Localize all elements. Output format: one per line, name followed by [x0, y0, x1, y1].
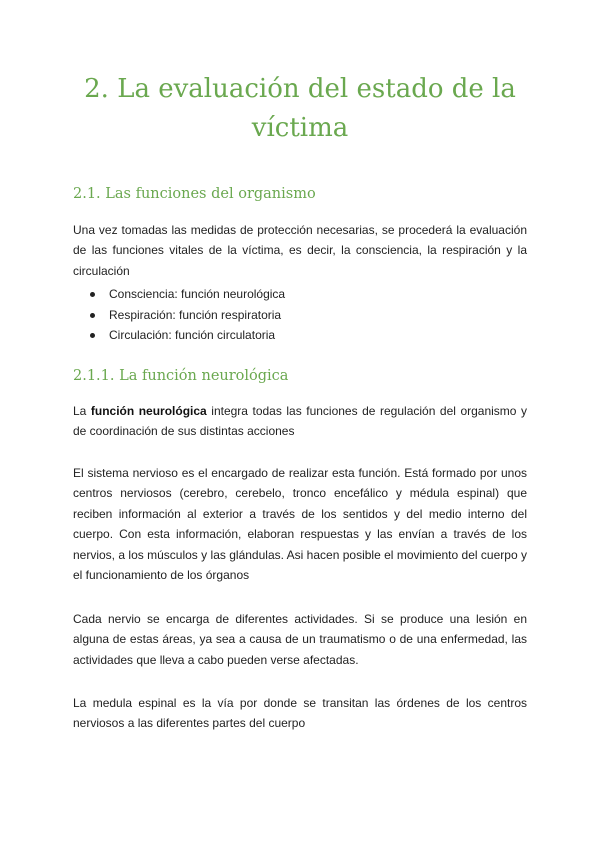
list-item: Consciencia: función neurológica [89, 284, 285, 305]
page-title: 2. La evaluación del estado de la víctima [84, 74, 516, 143]
list-item: Circulación: función circulatoria [89, 325, 285, 346]
neurological-definition-paragraph [73, 401, 527, 442]
bold-term: función neurológica [90, 404, 207, 418]
nerve-activities-paragraph: Cada nervio se encarga de diferentes actividades. Si se produce una lesión en alguna de estas áreas, ya sea a causa de un traumatismo o de una enfermedad, las actividades que lleva a cabo pueden verse afectadas. [73, 612, 527, 667]
paragraph-text: La [73, 404, 91, 418]
section-intro-paragraph: Una vez tomadas las medidas de protección necesarias, se procederá la evaluación de las funciones vitales de la víctima, es decir, la consciencia, la respiración y la circulación [73, 223, 527, 278]
list-item: Respiración: función respiratoria [89, 305, 285, 326]
subsection-heading: 2.1.1. La función neurológica [73, 368, 289, 384]
spinal-cord-paragraph: La medula espinal es la vía por donde se transitan las órdenes de los centros nerviosos a las diferentes partes del cuerpo [73, 696, 527, 731]
nervous-system-paragraph: El sistema nervioso es el encargado de realizar esta función. Está formado por unos centros nerviosos (cerebro, cerebelo, tronco encefálico y médula espinal) que reciben información al exterior a través de los sentidos y del medio interno del cuerpo. Con esta información, elaboran respuestas y las envían a través de los nervios, a los músculos y las glándulas. Asi hacen posible el movimiento del cuerpo y el funcionamiento de los órganos [73, 466, 527, 583]
section-heading: 2.1. Las funciones del organismo [73, 186, 316, 202]
paragraph-text: integra todas las funciones de regulación del organismo y de coordinación de sus distintas acciones [73, 404, 527, 439]
vital-functions-list [89, 284, 285, 346]
